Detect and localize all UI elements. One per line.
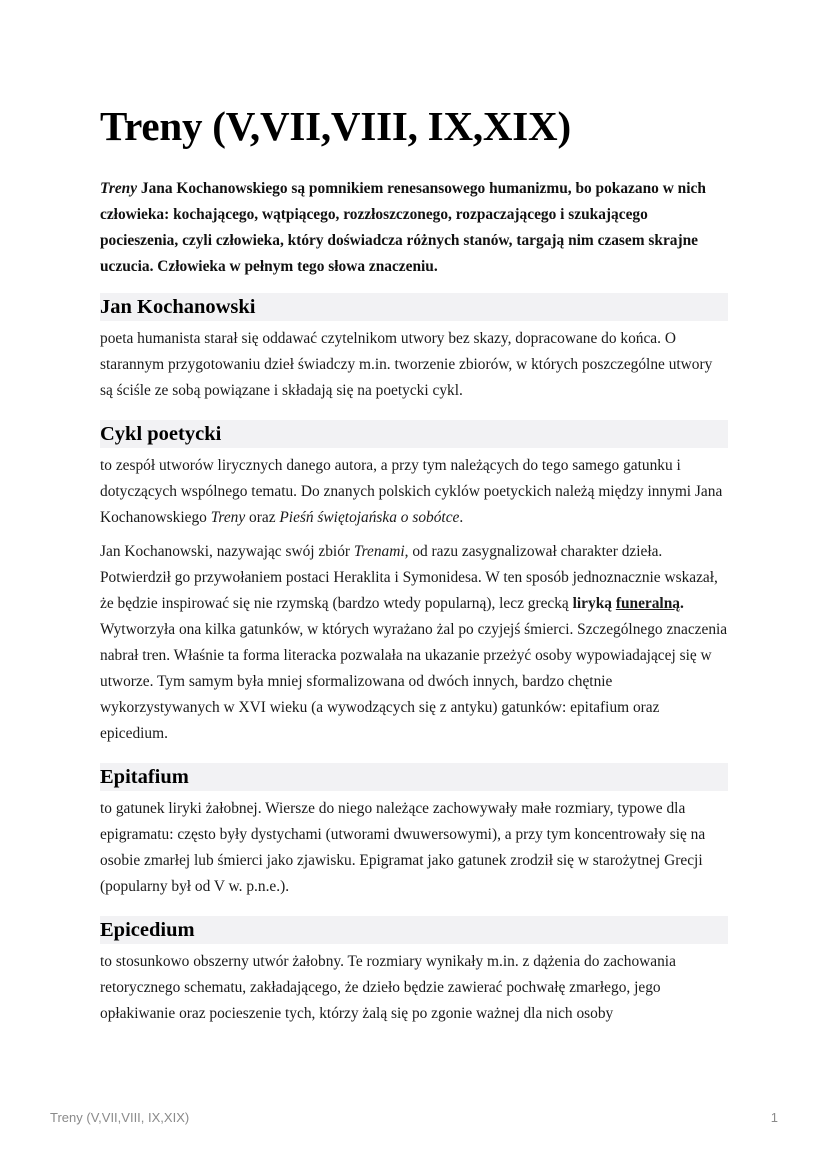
- lead-italic-title: Treny: [100, 180, 138, 197]
- footer-title: Treny (V,VII,VIII, IX,XIX): [50, 1110, 190, 1125]
- section-heading-epitafium: Epitafium: [100, 763, 728, 791]
- text-run: to zespół utworów lirycznych danego autora, a przy tym należących do tego samego gatunku i dotyczących wspólnego tematu. Do znanych polskich cyklów poetyckich należą między innymi Jana Kochanowskiego: [100, 457, 723, 526]
- section-paragraph: [100, 539, 728, 747]
- text-run: Jan Kochanowski, nazywając swój zbiór: [100, 543, 354, 560]
- page-number: 1: [770, 1110, 778, 1125]
- lead-paragraph: [100, 176, 728, 280]
- section-heading-cykl-poetycki: Cykl poetycki: [100, 420, 728, 448]
- lead-text: Jana Kochanowskiego są pomnikiem renesansowego humanizmu, bo pokazano w nich człowieka: kochającego, wątpiącego, rozzłoszczonego, rozpaczającego i szukającego pocieszenia, czyli człowieka, który doświadcza różnych stanów, targają nim czasem skrajne uczucia. Człowieka w pełnym tego słowa znaczeniu.: [100, 180, 706, 275]
- section-heading-jan-kochanowski: Jan Kochanowski: [100, 293, 728, 321]
- bold-term-liryka: liryką: [572, 595, 612, 612]
- italic-title-piesn: Pieśń świętojańska o sobótce: [279, 509, 460, 526]
- document-page: [100, 96, 728, 1043]
- section-paragraph: poeta humanista starał się oddawać czytelnikom utwory bez skazy, dopracowane do końca. O starannym przygotowaniu dzieł świadczy m.in. tworzenie zbiorów, w których poszczególne utwory są ściśle ze sobą powiązane i składają się na poetycki cykl.: [100, 330, 713, 399]
- document-title: Treny (V,VII,VIII, IX,XIX): [100, 103, 571, 149]
- bold-underlined-term-funeralna: funeralną: [615, 595, 680, 612]
- text-run: .: [459, 509, 464, 526]
- bold-period: .: [679, 595, 684, 612]
- text-run: Wytworzyła ona kilka gatunków, w których wyrażano żal po czyjejś śmierci. Szczególnego znaczenia nabrał tren. Właśnie ta forma literacka pozwalała na ukazanie przeżyć osoby wypowiadającej się w utworze. Tym samym była mniej sformalizowana od dwóch innych, bardzo chętnie wykorzystywanych w XVI wieku (a wywodzących się z antyku) gatunków: epitafium oraz epicedium.: [100, 621, 728, 742]
- italic-title-trenami: Trenami: [353, 543, 405, 560]
- text-run: oraz: [245, 509, 280, 526]
- italic-title-treny: Treny: [210, 509, 246, 526]
- section-paragraph: [100, 453, 728, 531]
- text-run: , od razu zasygnalizował charakter dzieła. Potwierdził go przywołaniem postaci Heraklita i Symonidesa. W ten sposób jednoznacznie wskazał, że będzie inspirować się nie rzymską (bardzo wtedy popularną), lecz grecką: [100, 543, 718, 612]
- section-paragraph: to gatunek liryki żałobnej. Wiersze do niego należące zachowywały małe rozmiary, typowe dla epigramatu: często były dystychami (utworami dwuwersowymi), a przy tym koncentrowały się na osobie zmarłej lub śmierci jako zjawisku. Epigramat jako gatunek zrodził się w starożytnej Grecji (popularny był od V w. p.n.e.).: [100, 800, 706, 895]
- section-paragraph: to stosunkowo obszerny utwór żałobny. Te rozmiary wynikały m.in. z dążenia do zachowania retorycznego schematu, zakładającego, że dzieło będzie zawierać pochwałę zmarłego, jego opłakiwanie oraz pocieszenie tych, którzy żalą się po zgonie ważnej dla nich osoby: [100, 953, 676, 1022]
- section-heading-epicedium: Epicedium: [100, 916, 728, 944]
